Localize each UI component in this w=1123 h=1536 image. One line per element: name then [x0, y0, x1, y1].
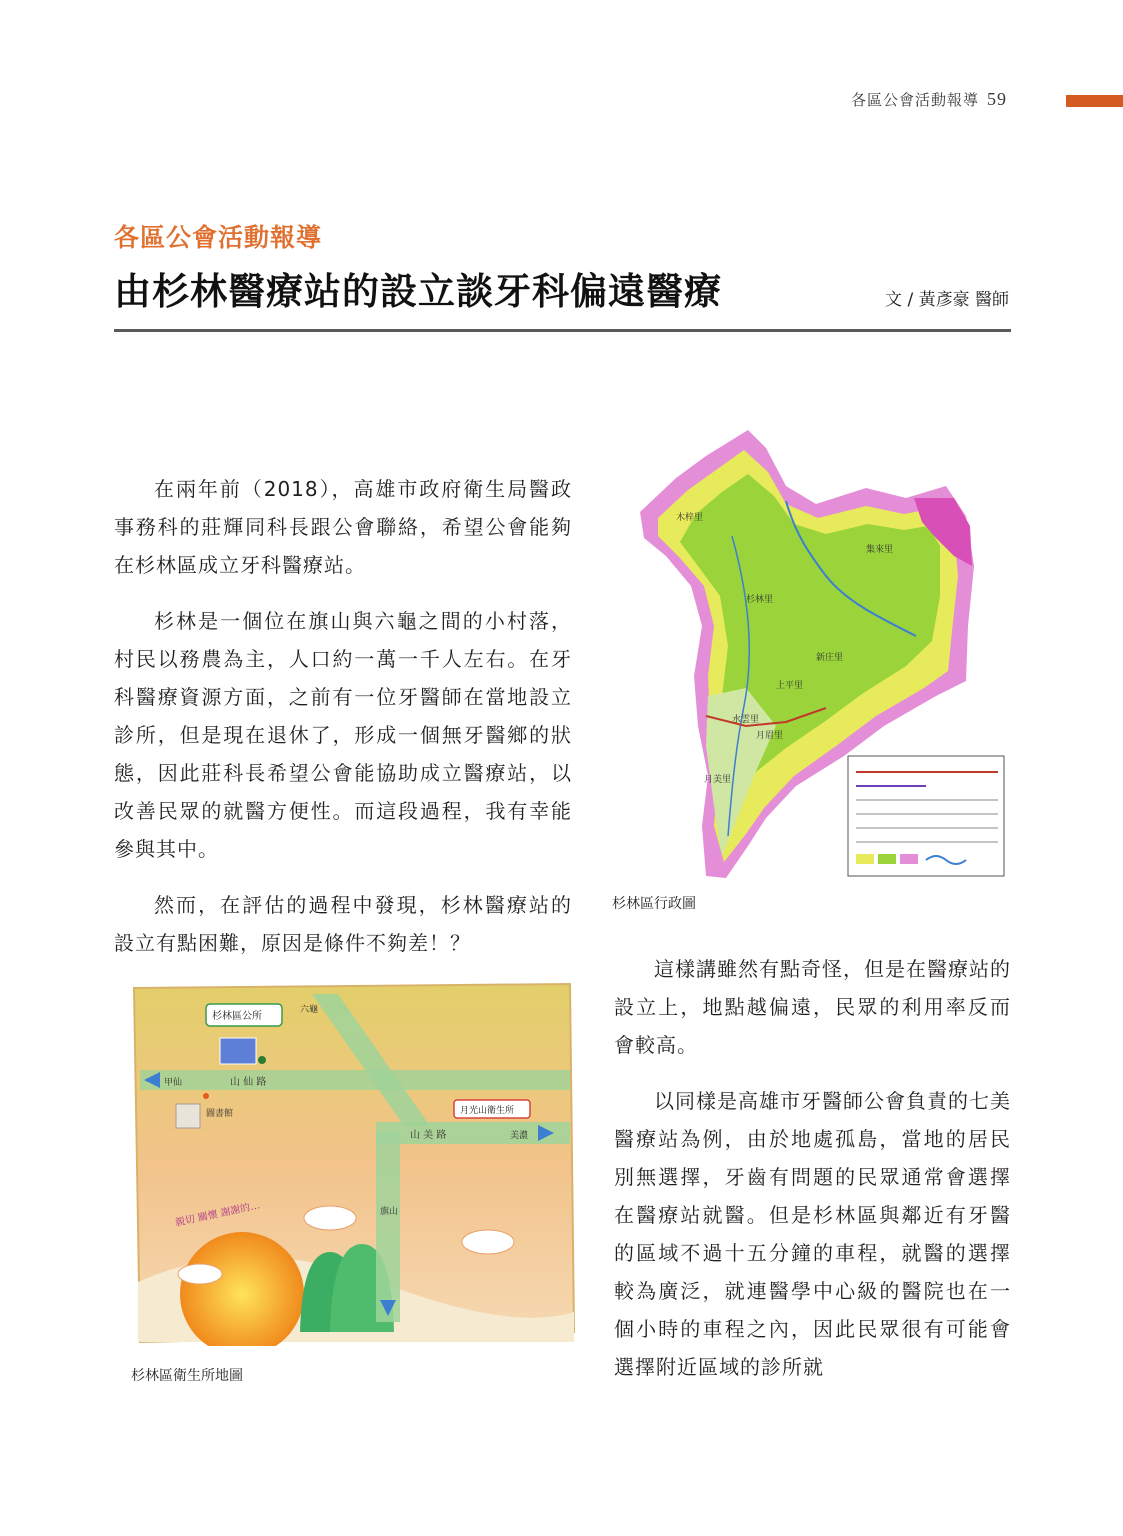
- village-label: 集來里: [866, 545, 894, 555]
- right-column: [614, 950, 1011, 1404]
- village-label: 上平里: [776, 681, 804, 691]
- map-legend: [848, 756, 1004, 876]
- building-icon: [220, 1038, 256, 1064]
- library-icon: [176, 1104, 200, 1128]
- library-label: 圖書館: [206, 1109, 234, 1119]
- cloud-icon: [304, 1206, 356, 1230]
- health-map-caption: 杉林區衛生所地圖: [131, 1368, 243, 1384]
- article-title: 由杉林醫療站的設立談牙科偏遠醫療: [114, 270, 722, 313]
- paragraph: 在兩年前（2018），高雄市政府衛生局醫政事務科的莊輝同科長跟公會聯絡，希望公會能夠在杉林區成立牙科醫療站。: [114, 477, 572, 577]
- section-title: 各區公會活動報導: [114, 223, 323, 252]
- clinic-label: 月光山衛生所: [460, 1106, 515, 1116]
- destination-label: 六龜: [300, 1005, 319, 1015]
- cloud-icon: [178, 1264, 222, 1284]
- destination-label: 美濃: [510, 1131, 529, 1141]
- village-label: 月眉里: [756, 731, 784, 741]
- paragraph: 然而，在評估的過程中發現，杉林醫療站的設立有點困難，原因是條件不夠差！？: [114, 893, 572, 955]
- admin-map-caption: 杉林區行政圖: [612, 896, 696, 912]
- header-accent-bar: [1066, 95, 1123, 107]
- left-column: [114, 470, 572, 980]
- destination-label: 旗山: [380, 1207, 399, 1217]
- village-label: 新庄里: [816, 653, 844, 663]
- paragraph: 以同樣是高雄市牙醫師公會負責的七美醫療站為例，由於地處孤島，當地的居民別無選擇，牙齒有問題的民眾通常會選擇在醫療站就醫。但是杉林區與鄰近有牙醫的區域不過十五分鐘的車程，就醫的選擇較為廣泛，就連醫學中心級的醫院也在一個小時的車程之內，因此民眾很有可能會選擇附近區域的診所就: [614, 1089, 1011, 1379]
- village-label: 杉林里: [746, 595, 774, 605]
- village-label: 水雲里: [732, 715, 760, 725]
- admin-map-image: [636, 426, 1006, 881]
- slogan-text: 親切 關懷 謝謝的…: [174, 1200, 262, 1229]
- destination-label: 甲仙: [164, 1078, 183, 1088]
- road-label: 山 美 路: [410, 1130, 447, 1141]
- village-label: 木梓里: [676, 513, 704, 523]
- page-number: 59: [987, 89, 1007, 109]
- road-label: 山 仙 路: [230, 1077, 267, 1088]
- title-divider: [114, 329, 1011, 332]
- byline: 文 / 黃彥豪 醫師: [885, 290, 1009, 310]
- running-header-section: 各區公會活動報導: [850, 91, 979, 109]
- office-label: 杉林區公所: [212, 1011, 262, 1022]
- paragraph: 這樣講雖然有點奇怪，但是在醫療站的設立上，地點越偏遠，民眾的利用率反而會較高。: [614, 957, 1011, 1057]
- paragraph: 杉林是一個位在旗山與六龜之間的小村落，村民以務農為主，人口約一萬一千人左右。在牙科醫療資源方面，之前有一位牙醫師在當地設立診所，但是現在退休了，形成一個無牙醫鄉的狀態，因此莊科長希望公會能協助成立醫療站，以改善民眾的就醫方便性。而這段過程，我有幸能參與其中。: [114, 609, 572, 861]
- village-label: 月美里: [704, 775, 732, 785]
- cloud-icon: [462, 1230, 514, 1254]
- health-map-image: [130, 982, 578, 1346]
- running-header: [851, 89, 1007, 110]
